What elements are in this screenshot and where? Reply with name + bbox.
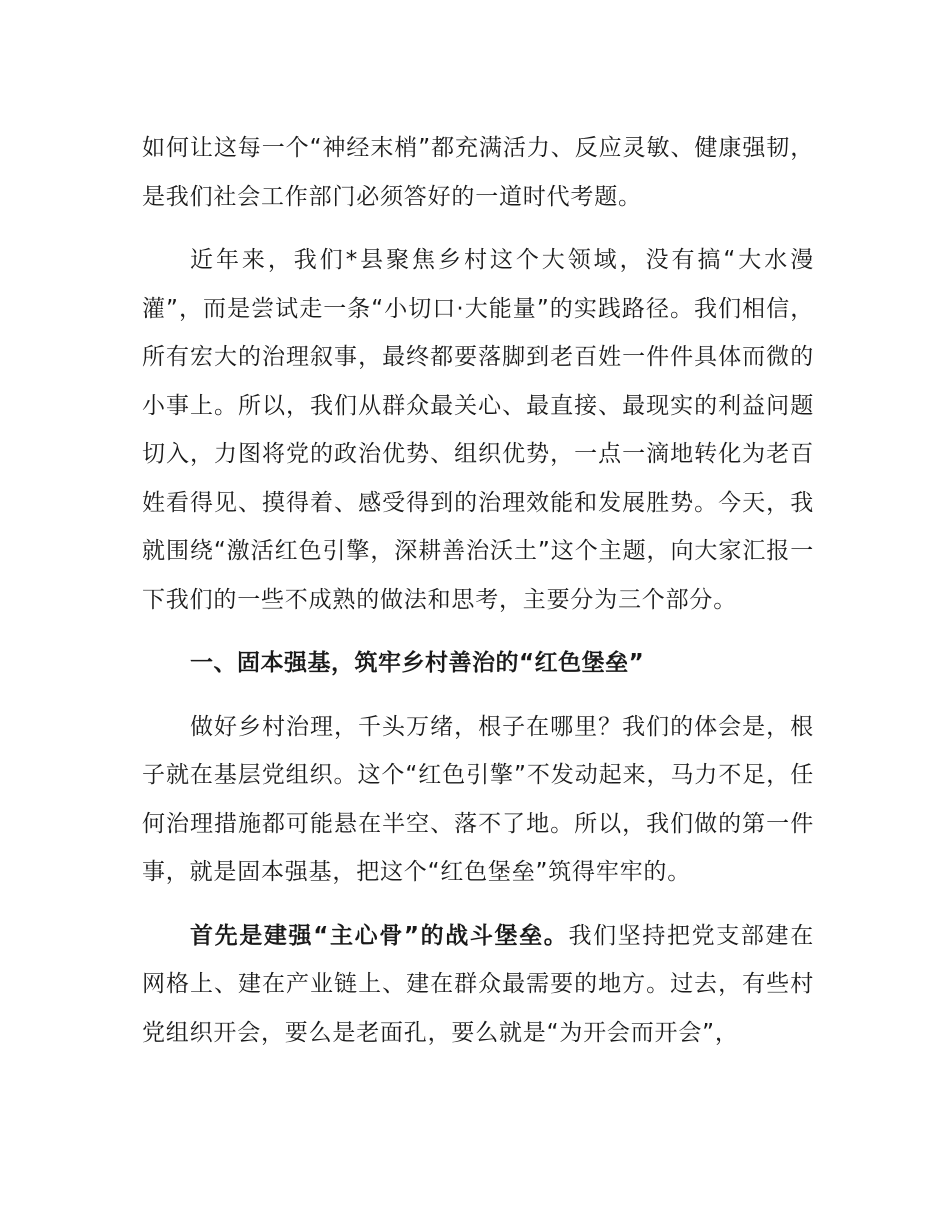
paragraph-section-one-point-one bbox=[142, 912, 814, 1058]
document-page bbox=[142, 124, 814, 1057]
bold-lead-sentence: 首先是建强“主心骨”的战斗堡垒。 bbox=[190, 922, 569, 949]
paragraph-continuation: 如何让这每一个“神经末梢”都充满活力、反应灵敏、健康强韧，是我们社会工作部门必须答好的一道时代考题。 bbox=[142, 135, 814, 210]
paragraph-section-one-intro: 做好乡村治理，千头万绪，根子在哪里？我们的体会是，根子就在基层党组织。这个“红色引擎”不发动起来，马力不足，任何治理措施都可能悬在半空、落不了地。所以，我们做的第一件事，就是固本强基，把这个“红色堡垒”筑得牢牢的。 bbox=[142, 713, 814, 885]
paragraph-introduction: 近年来，我们*县聚焦乡村这个大领域，没有搞“大水漫灌”，而是尝试走一条“小切口·大能量”的实践路径。我们相信，所有宏大的治理叙事，最终都要落脚到老百姓一件件具体而微的小事上。所以，我们从群众最关心、最直接、最现实的利益问题切入，力图将党的政治优势、组织优势，一点一滴地转化为老百姓看得见、摸得着、感受得到的治理效能和发展胜势。今天，我就围绕“激活红色引擎，深耕善治沃土”这个主题，向大家汇报一下我们的一些不成熟的做法和思考，主要分为三个部分。 bbox=[142, 247, 814, 613]
paragraph-body-text: 我们坚持把党支部建在网格上、建在产业链上、建在群众最需要的地方。过去，有些村党组织开会，要么是老面孔，要么就是“为开会而开会”， bbox=[142, 922, 814, 1046]
section-heading-one: 一、固本强基，筑牢乡村善治的“红色堡垒” bbox=[190, 650, 645, 676]
